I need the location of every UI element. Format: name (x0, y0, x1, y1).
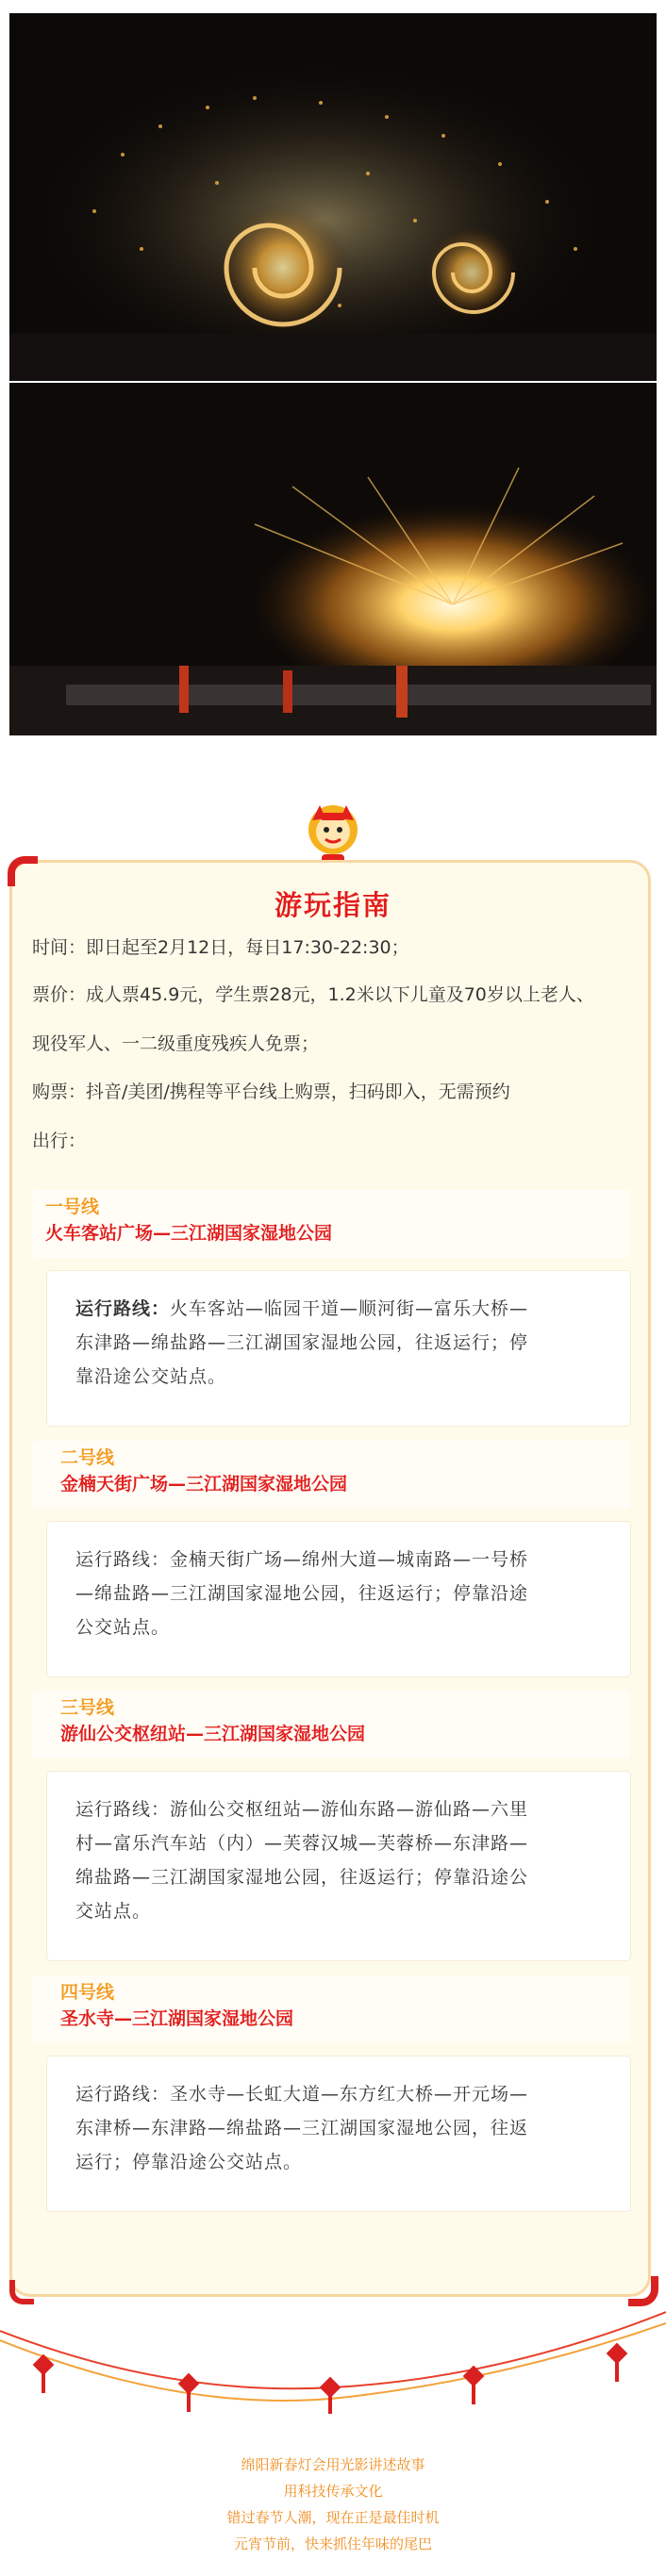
route-detail-2 (47, 1522, 630, 1676)
route-line: 东津桥—东津路—绵盐路—三江湖国家湿地公园，往返 (75, 2118, 529, 2138)
route-detail-1 (47, 1271, 630, 1426)
route-line: 运行路线：游仙公交枢纽站—游仙东路—游仙路—六里 (75, 1799, 529, 1820)
route-name: 游仙公交枢纽站—三江湖国家湿地公园 (60, 1724, 366, 1744)
route-line: —绵盐路—三江湖国家湿地公园，往返运行；停靠沿途 (75, 1583, 529, 1604)
route-line: 村—富乐汽车站（内）—芙蓉汉城—芙蓉桥—东津路— (75, 1833, 529, 1854)
route-line: 公交站点。 (75, 1617, 171, 1638)
footer-line-4: 元宵节前，快来抓住年味的尾巴 (233, 2535, 432, 2552)
route-line: 运行；停靠沿途公交站点。 (75, 2152, 303, 2172)
guide-title: 游玩指南 (274, 889, 391, 921)
route-number: 三号线 (60, 1697, 115, 1718)
route-name: 圣水寺—三江湖国家湿地公园 (60, 2008, 294, 2029)
card-corner-bottom-left (9, 2280, 34, 2304)
route-line: 交站点。 (75, 1901, 152, 1922)
card-corner-top-left (8, 856, 38, 886)
route-detail-4 (47, 2056, 630, 2211)
footer-line-1: 绵阳新春灯会用光影讲述故事 (241, 2456, 425, 2473)
info-time: 时间：即日起至2月12日，每日17:30-22:30； (32, 937, 409, 958)
route-header-2 (32, 1441, 630, 1509)
info-price-line2: 现役军人、一二级重度残疾人免票； (32, 1033, 320, 1054)
route-number: 四号线 (60, 1982, 115, 2003)
route-line: 绵盐路—三江湖国家湿地公园，往返运行；停靠沿途公 (75, 1867, 529, 1888)
iron-flower-burst-photo (9, 383, 657, 735)
route-header-3 (32, 1691, 630, 1759)
info-travel: 出行： (32, 1131, 87, 1151)
route-line: 东津路—绵盐路—三江湖国家湿地公园，往返运行；停 (75, 1332, 529, 1353)
route-detail-3 (47, 1772, 630, 1960)
footer-line-3: 错过春节人潮，现在正是最佳时机 (226, 2509, 440, 2526)
route-name: 火车客站广场—三江湖国家湿地公园 (45, 1223, 333, 1244)
info-price-line1: 票价：成人票45.9元，学生票28元，1.2米以下儿童及70岁以上老人、 (32, 984, 594, 1005)
route-number: 二号线 (60, 1447, 115, 1468)
route-name: 金楠天街广场—三江湖国家湿地公园 (60, 1474, 348, 1494)
route-line: 运行路线：火车客站—临园干道—顺河街—富乐大桥— (75, 1298, 529, 1319)
route-label: 运行路线： (75, 1298, 171, 1319)
info-purchase: 购票：抖音/美团/携程等平台线上购票，扫码即入，无需预约 (32, 1082, 510, 1102)
route-line: 靠沿途公交站点。 (75, 1366, 227, 1387)
iron-flower-spirals-photo (9, 13, 657, 381)
route-header-1 (32, 1190, 630, 1258)
knot-garland-decoration (0, 2303, 666, 2416)
route-header-4 (32, 1975, 630, 2043)
route-line: 运行路线：圣水寺—长虹大道—东方红大桥—开元场— (75, 2084, 529, 2105)
route-number: 一号线 (45, 1197, 100, 1217)
route-line: 运行路线：金楠天街广场—绵州大道—城南路—一号桥 (75, 1549, 529, 1570)
footer-line-2: 用科技传承文化 (283, 2483, 383, 2500)
